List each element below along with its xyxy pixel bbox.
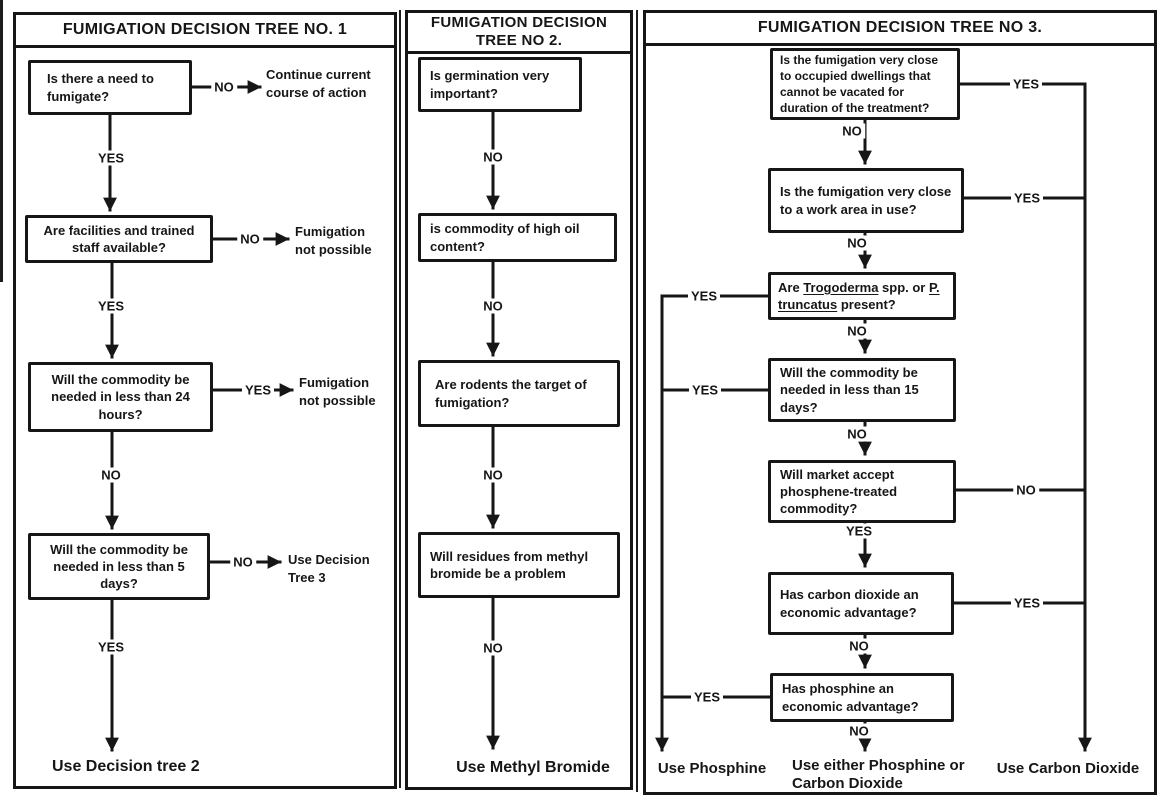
tree2-q3-rodents-target (418, 360, 620, 427)
tree3-q1-text: Is the fumigation very close to occupied dwellings that cannot be vacated for duration of the treatment? (780, 52, 939, 116)
tree1-q2-no-label: NO (237, 232, 263, 247)
tree3-q1-occupied-dwellings (770, 48, 960, 120)
tree1-q4-result: Use Decision Tree 3 (288, 552, 370, 585)
tree1-q1-need-to-fumigate (28, 60, 192, 115)
tree3-q7-phosphine-advantage (770, 673, 954, 722)
tree3-q7-text: Has phosphine an economic advantage? (782, 681, 919, 714)
tree1-q3-text: Will the commodity be needed in less than 24 hours? (51, 372, 190, 422)
tree3-q6-text: Has carbon dioxide an economic advantage? (780, 587, 919, 620)
tree1-q4-text: Will the commodity be needed in less than 5 days? (50, 541, 188, 592)
species-p-truncatus: P. truncatus (778, 279, 940, 312)
tree1-q1-no-label: NO (211, 80, 237, 95)
tree3-q4-yes-label: YES (689, 383, 721, 398)
tree3-q7-yes-label: YES (691, 690, 723, 705)
tree1-q2-yes-label: YES (95, 299, 127, 314)
tree1-q4-needed-5-days (28, 533, 210, 600)
tree2-title: FUMIGATION DECISION TREE NO 2. (408, 13, 630, 54)
tree2-q4-text: Will residues from methyl bromide be a problem (430, 548, 589, 581)
tree1-q4-yes-label: YES (95, 640, 127, 655)
tree3-q3-yes-label: YES (688, 289, 720, 304)
tree3-q5-market-accept (768, 460, 956, 523)
tree2-q4-residues-problem (418, 532, 620, 598)
tree3-q2-text: Is the fumigation very close to a work area in use? (780, 184, 952, 217)
tree3-q7-no-label: NO (846, 724, 872, 739)
tree1-q2-result: Fumigation not possible (295, 224, 372, 257)
tree3-q6-co2-advantage (768, 572, 954, 635)
tree2-q2-oil-content (418, 213, 617, 262)
tree3-terminal-use-phosphine: Use Phosphine (657, 760, 767, 777)
tree3-q5-yes-label: YES (843, 524, 875, 539)
tree2-q3-text: Are rodents the target of fumigation? (435, 377, 587, 410)
tree1-q1-text: Is there a need to fumigate? (47, 71, 154, 104)
tree3-q2-yes-label: YES (1011, 191, 1043, 206)
tree3-q1-yes-label: YES (1010, 77, 1042, 92)
tree3-q3-no-label: NO (844, 324, 870, 339)
tree3-terminal-use-carbon-dioxide: Use Carbon Dioxide (996, 760, 1140, 777)
tree3-q1-no-label: NO (839, 124, 865, 139)
tree2-terminal-use-methyl-bromide: Use Methyl Bromide (456, 759, 610, 776)
tree2-q2-text: is commodity of high oil content? (430, 221, 580, 254)
tree1-q1-yes-label: YES (95, 151, 127, 166)
tree1-q2-text: Are facilities and trained staff available? (43, 222, 195, 255)
tree3-q5-no-label: NO (1013, 483, 1039, 498)
tree1-q3-result: Fumigation not possible (299, 375, 376, 408)
species-trogoderma: Trogoderma (803, 279, 879, 295)
tree1-q1-result: Continue current course of action (266, 67, 371, 100)
tree3-q5-text: Will market accept phosphene-treated commodity? (780, 466, 898, 517)
tree3-q4-needed-15-days (768, 358, 956, 422)
tree1-q4-no-label: NO (230, 555, 256, 570)
tree3-q3-trogoderma-present (768, 272, 956, 320)
tree2-q1-text: Is germination very important? (430, 68, 550, 101)
tree3-q2-work-area (768, 168, 964, 233)
tree1-terminal-use-tree2: Use Decision tree 2 (52, 758, 200, 775)
tree3-title: FUMIGATION DECISION TREE NO 3. (646, 13, 1154, 46)
tree2-q2-no-label: NO (480, 299, 506, 314)
tree3-q2-no-label: NO (844, 236, 870, 251)
tree3-q6-yes-label: YES (1011, 596, 1043, 611)
tree2-q4-no-label: NO (480, 641, 506, 656)
tree3-q3-text: Are Trogoderma spp. or P. truncatus present? (778, 279, 940, 312)
tree3-q6-no-label: NO (846, 639, 872, 654)
tree1-title: FUMIGATION DECISION TREE NO. 1 (16, 15, 394, 48)
tree3-terminal-use-either: Use either Phosphine or Carbon Dioxide (792, 757, 965, 792)
tree2-q3-no-label: NO (480, 468, 506, 483)
tree1-q3-no-label: NO (98, 468, 124, 483)
tree2-q1-no-label: NO (480, 150, 506, 165)
tree1-q2-facilities-staff (25, 215, 213, 263)
tree2-q1-germination (418, 57, 582, 112)
tree3-q4-text: Will the commodity be needed in less than 15 days? (780, 365, 919, 415)
tree1-q3-yes-label: YES (242, 383, 274, 398)
tree1-q3-needed-24-hours (28, 362, 213, 432)
tree3-q4-no-label: NO (844, 427, 870, 442)
